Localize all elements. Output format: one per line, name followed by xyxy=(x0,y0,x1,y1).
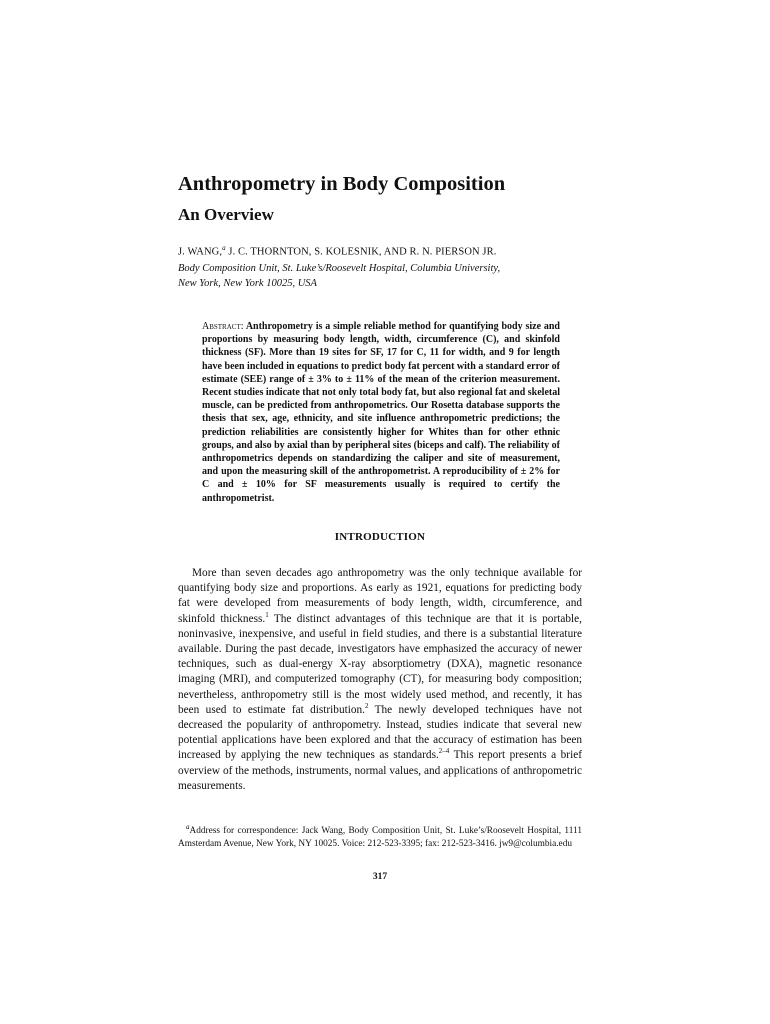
reference-1: 1 xyxy=(265,610,269,619)
correspondence-footnote xyxy=(178,822,582,850)
intro-text-4: This report presents a brief overview of the methods, instruments, normal values, and applications of anthropometric measurements. xyxy=(178,749,582,792)
reference-2: 2 xyxy=(365,702,369,711)
first-author: J. WANG, xyxy=(178,246,223,258)
introduction-paragraph xyxy=(178,566,582,794)
abstract xyxy=(202,320,560,505)
intro-text-2: The distinct advantages of this technique are that it is portable, noninvasive, inexpensive, and useful in field studies, and there is a substantial literature available. During the past decade, investigators have emphasized the accuracy of newer techniques, such as dual-energy X-ray absorptiometry (DXA), magnetic resonance imaging (MRI), and computerized tomography (CT), for measuring body composition; nevertheless, anthropometry still is the most widely used method, and recently, it has been used to estimate fat distribution. xyxy=(178,612,582,716)
paper-subtitle: An Overview xyxy=(178,205,274,224)
abstract-label: Abstract: xyxy=(202,321,244,332)
section-heading-introduction: INTRODUCTION xyxy=(334,531,426,543)
other-authors: J. C. THORNTON, S. KOLESNIK, AND R. N. PIERSON JR. xyxy=(225,246,497,258)
intro-text-1: More than seven decades ago anthropometry was the only technique available for quantifying body size and proportions. As early as 1921, equations for predicting body fat were developed from measurements of body length, width, circumference, and skinfold thickness. xyxy=(178,567,582,625)
paper-title: Anthropometry in Body Composition xyxy=(178,173,506,195)
abstract-text: Anthropometry is a simple reliable method for quantifying body size and proportions by measuring body length, width, circumference (C), and skinfold thickness (SF). More than 19 sites for SF, 17 for C, 11 for width, and 9 for length have been included in equations to predict body fat percent with a standard error of estimate (SEE) range of ± 3% to ± 11% of the mean of the criterion measurement. Recent studies indicate that not only total body fat, but also regional fat and skeletal muscle, can be predicted from anthropometrics. Our Rosetta database supports the thesis that sex, age, ethnicity, and site influence anthropometric predictions; the prediction reliabilities are consistently higher for Whites than for other ethnic groups, and also by axial than by peripheral sites (biceps and calf). The reliability of anthropometrics depends on standardizing the caliper and site of measurement, and upon the measuring skill of the anthropometrist. A reproducibility of ± 2% for C and ± 10% for SF measurements usually is required to certify the anthropometrist. xyxy=(202,321,560,504)
page-number: 317 xyxy=(372,872,388,882)
author-footnote-marker: a xyxy=(222,244,226,252)
affiliation xyxy=(178,261,582,291)
author-list xyxy=(178,241,496,260)
footnote-marker: a xyxy=(186,822,190,831)
affiliation-line-1: Body Composition Unit, St. Luke’s/Roosevelt Hospital, Columbia University, xyxy=(178,263,501,274)
affiliation-line-2: New York, New York 10025, USA xyxy=(178,278,317,289)
reference-2-4: 2–4 xyxy=(438,747,450,756)
intro-text-3: The newly developed techniques have not decreased the popularity of anthropometry. Instead, studies indicate that several new potential applications have been explored and that the accuracy of estimation has been increased by applying the new techniques as standards. xyxy=(178,703,582,762)
footnote-text: Address for correspondence: Jack Wang, Body Composition Unit, St. Luke’s/Roosevelt Hospital, 1111 Amsterdam Avenue, New York, NY 10025. Voice: 212-523-3395; fax: 212-523-3416. jw9@columbia.edu xyxy=(178,826,582,849)
